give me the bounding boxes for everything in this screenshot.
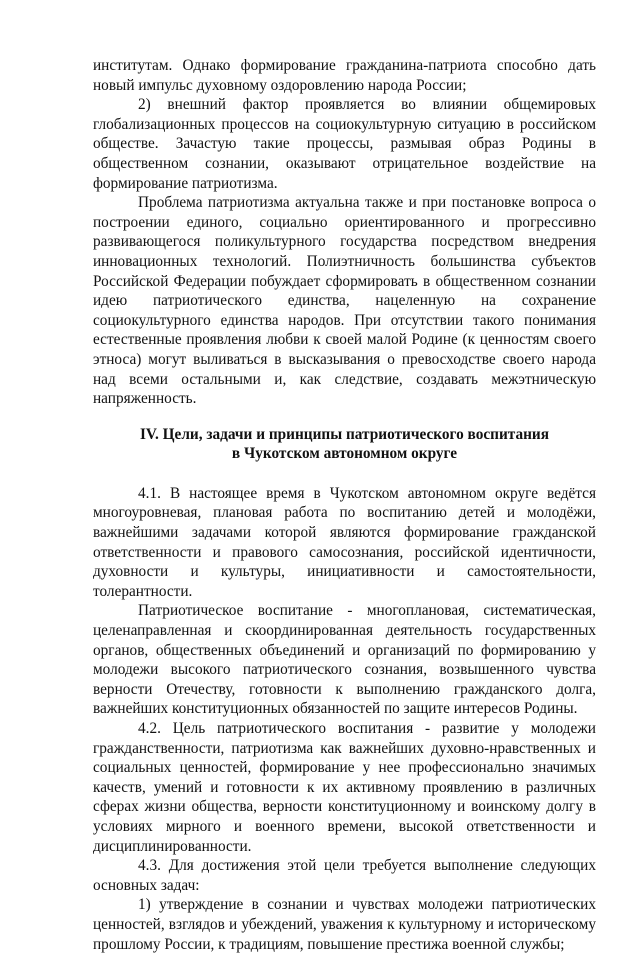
paragraph-4-3: 4.3. Для достижения этой цели требуется выполнение следующих основных задач: — [93, 857, 596, 894]
paragraph-external-factor: 2) внешний фактор проявляется во влиянии общемировых глобализационных процессов на социокультурную ситуацию в российском обществе. Зачастую такие процессы, размывая образ Родины в общественном сознании, оказывают отрицательное воздействие на формирование патриотизма. — [93, 96, 596, 192]
section-heading-line1: IV. Цели, задачи и принципы патриотического воспитания — [139, 425, 550, 443]
paragraph-4-1: 4.1. В настоящее время в Чукотском автономном округе ведётся многоуровневая, плановая работа по воспитанию детей и молодёжи, важнейшими задачами которой являются формирование гражданской ответственности и правового самосознания, российской идентичности, духовности и культуры, инициативности и самостоятельности, толерантности. — [93, 484, 596, 600]
paragraph-4-2: 4.2. Цель патриотического воспитания - развитие у молодежи гражданственности, патриотизма как важнейших духовно-нравственных и социальных ценностей, формирование у нее профессионально значимых качеств, умений и готовности к их активному проявлению в различных сферах жизни общества, верности конституционному и воинскому долгу в условиях мирного и военного времени, высокой ответственности и дисциплинированности. — [93, 720, 596, 855]
paragraph-patriotic-education-definition: Патриотическое воспитание - многоплановая, систематическая, целенаправленная и скоординированная деятельность государственных органов, общественных объединений и организаций по формированию у молодежи высокого патриотического сознания, возвышенного чувства верности Отечеству, готовности к выполнению гражданского долга, важнейших конституционных обязанностей по защите интересов Родины. — [93, 602, 596, 718]
paragraph-task-1: 1) утверждение в сознании и чувствах молодежи патриотических ценностей, взглядов и убеждений, уважения к культурному и историческому прошлому России, к традициям, повышение престижа военной службы; — [93, 896, 596, 953]
paragraph-patriotism-problem: Проблема патриотизма актуальна также и при постановке вопроса о построении единого, социально ориентированного и прогрессивно развивающегося поликультурного государства посредством внедрения инновационных технологий. Полиэтничность большинства субъектов Российской Федерации побуждает сформировать в общественном сознании идею патриотического единства, нацеленную на сохранение социокультурного единства народов. При отсутствии такого понимания естественные проявления любви к своей малой Родине (к ценностям своего этноса) могут выливаться в высказывания о превосходстве своего народа над всеми остальными и, как следствие, создавать межэтническую напряженность. — [93, 194, 596, 408]
section-heading-line2: в Чукотском автономном округе — [231, 445, 458, 463]
paragraph-institutions: институтам. Однако формирование гражданина-патриота способно дать новый импульс духовному оздоровлению народа России; — [93, 57, 596, 94]
section-heading — [93, 425, 596, 464]
